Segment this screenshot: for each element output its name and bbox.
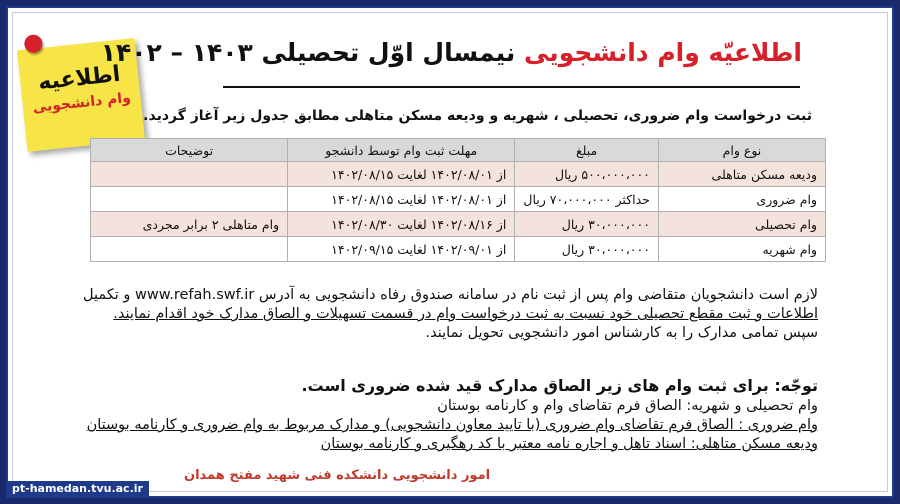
cell-notes: وام متاهلی ۲ برابر مجردی [91, 212, 288, 237]
header-loan-type: نوع وام [658, 139, 825, 162]
cell-amount: ۳۰،۰۰۰،۰۰۰ ریال [515, 212, 659, 237]
loan-table [90, 138, 826, 262]
signature: امور دانشجویی دانشکده فنی شهید مفتح همدان [184, 468, 491, 483]
note-section [58, 376, 818, 454]
cell-loan-type: وام شهریه [658, 237, 825, 262]
instructions-paragraph [58, 286, 818, 343]
header-notes: توضیحات [91, 139, 288, 162]
cell-amount: ۵۰۰،۰۰۰،۰۰۰ ریال [515, 162, 659, 187]
table-row [91, 162, 826, 187]
cell-deadline: از ۱۴۰۲/۰۸/۱۶ لغایت ۱۴۰۲/۰۸/۳۰ [288, 212, 515, 237]
table-row [91, 212, 826, 237]
table-row [91, 187, 826, 212]
cell-deadline: از ۱۴۰۲/۰۹/۰۱ لغایت ۱۴۰۲/۰۹/۱۵ [288, 237, 515, 262]
title-black: نیمسال اوّل تحصیلی ۱۴۰۳ – ۱۴۰۲ [100, 38, 525, 67]
cell-loan-type: وام تحصیلی [658, 212, 825, 237]
cell-notes [91, 187, 288, 212]
sticky-line2: وام دانشجویی [32, 89, 132, 117]
table-header-row [91, 139, 826, 162]
note-line3: ودیعه مسکن متاهلی: اسناد تاهل و اجاره نامه معتبر با کد رهگیری و کارنامه بوستان [320, 436, 818, 452]
cell-notes [91, 162, 288, 187]
instructions-line2: اطلاعات و ثبت مقطع تحصیلی خود نسبت به ثبت درخواست وام در قسمت تسهیلات و الصاق مدارک خود اقدام نمایند. [113, 306, 818, 322]
header-deadline: مهلت ثبت وام توسط دانشجو [288, 139, 515, 162]
note-line2: وام ضروری : الصاق فرم تقاضای وام ضروری (با تایید معاون دانشجویی) و مدارک مربوط به وام ضروری و کارنامه بوستان [86, 417, 818, 433]
cell-notes [91, 237, 288, 262]
title-underline [223, 86, 800, 88]
sticky-line1: اطلاعیه [37, 61, 122, 96]
table-row [91, 237, 826, 262]
note-heading: توجّه: برای ثبت وام های زیر الصاق مدارک قید شده ضروری است. [301, 376, 818, 395]
site-url-link[interactable]: pt-hamedan.tvu.ac.ir [6, 481, 149, 496]
cell-loan-type: ودیعه مسکن متاهلی [658, 162, 825, 187]
note-line1: وام تحصیلی و شهریه: الصاق فرم تقاضای وام و کارنامه بوستان [437, 398, 818, 414]
instructions-line1: لازم است دانشجویان متقاضی وام پس از ثبت نام در سامانه صندوق رفاه دانشجویی به آدرس www.refah.swf.ir و تکمیل [83, 287, 818, 303]
poster-frame [6, 6, 894, 498]
header-amount: مبلغ [515, 139, 659, 162]
title-red: اطلاعیّه وام دانشجویی [524, 38, 802, 67]
cell-deadline: از ۱۴۰۲/۰۸/۰۱ لغایت ۱۴۰۲/۰۸/۱۵ [288, 162, 515, 187]
intro-text: ثبت درخواست وام ضروری، تحصیلی ، شهریه و ودیعه مسکن متاهلی مطابق جدول زیر آغاز گردید. [143, 108, 812, 124]
instructions-line3: سپس تمامی مدارک را به کارشناس امور دانشجویی تحویل نمایند. [425, 325, 818, 341]
cell-loan-type: وام ضروری [658, 187, 825, 212]
page-title [100, 38, 802, 67]
cell-amount: ۳۰،۰۰۰،۰۰۰ ریال [515, 237, 659, 262]
cell-amount: حداکثر ۷۰،۰۰۰،۰۰۰ ریال [515, 187, 659, 212]
cell-deadline: از ۱۴۰۲/۰۸/۰۱ لغایت ۱۴۰۲/۰۸/۱۵ [288, 187, 515, 212]
